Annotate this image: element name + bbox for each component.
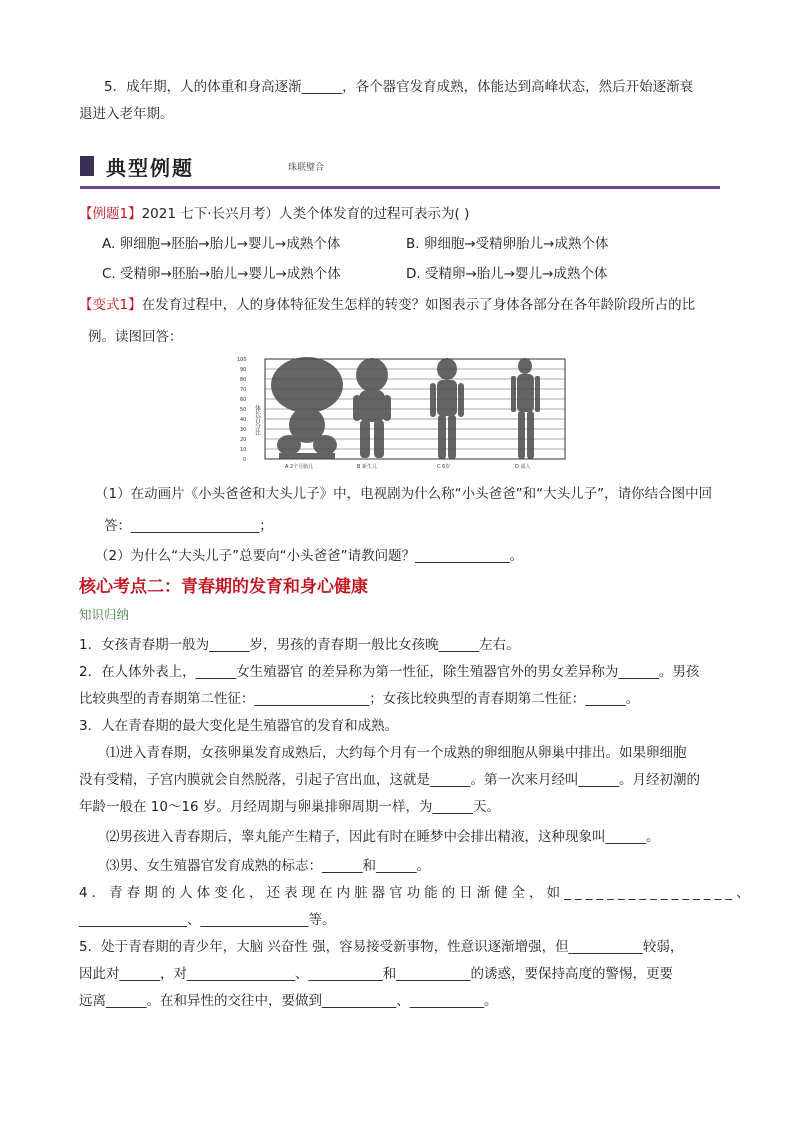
core-item-5c: 远离______。在和异性的交往中，要做到___________、___________。 <box>79 993 498 1009</box>
core-subhead: 知识归纳 <box>79 607 130 622</box>
figure-fetus <box>271 357 343 459</box>
section-tag: 珠联璧合 <box>288 163 325 173</box>
example1-option-a: A. 卵细胞→胚胎→胎儿→婴儿→成熟个体 <box>102 236 341 252</box>
figure-caption-b: B 新生儿 <box>357 464 378 470</box>
example1-stem-text: 2021 七下·长兴月考）人类个体发育的过程可表示为( ) <box>141 206 470 222</box>
section-divider <box>80 186 720 189</box>
core-item-5b: 因此对______，对________________、___________和___________的诱惑，要保持高度的警惕，更要 <box>79 966 673 982</box>
core-item-2a: 2．在人体外表上，______女生殖器官 的差异称为第一性征，除生殖器官外的男女差异称为______。男孩 <box>79 664 700 680</box>
y-tick: 40 <box>240 417 247 423</box>
core-item-3: 3．人在青春期的最大变化是生殖器官的发育和成熟。 <box>79 718 399 734</box>
y-tick: 80 <box>240 377 247 383</box>
core-item-3-1c: 年龄一般在 10～16 岁。月经周期与卵巢排卵周期一样，为______天。 <box>79 799 500 815</box>
intro-q5-line2: 退进入老年期。 <box>79 106 174 122</box>
core-item-3-1b: 没有受精，子宫内膜就会自然脱落，引起子宫出血，这就是______。第一次来月经叫______。月经初潮的 <box>79 772 700 788</box>
core-heading: 核心考点二：青春期的发育和身心健康 <box>79 577 368 597</box>
example1-option-c: C. 受精卵→胚胎→胎儿→婴儿→成熟个体 <box>102 266 341 282</box>
y-tick: 60 <box>240 397 247 403</box>
y-tick: 0 <box>243 457 247 463</box>
variant1-q1-line2: 答：___________________； <box>104 518 273 534</box>
figure-caption-d: D 成人 <box>515 464 531 470</box>
figure-caption-c: C 6岁 <box>437 464 451 470</box>
y-tick: 20 <box>240 437 247 443</box>
figure-adult <box>511 358 540 459</box>
section-title: 典型例题 <box>106 156 194 180</box>
intro-q5-line1: 5．成年期，人的体重和身高逐渐______，各个器官发育成熟，体能达到高峰状态，然后开始逐渐衰 <box>104 79 694 95</box>
variant1-line1 <box>79 296 695 314</box>
core-item-4b: ________________、________________等。 <box>79 912 336 928</box>
variant1-text: 在发育过程中，人的身体特征发生怎样的转变？如图表示了身体各部分在各年龄阶段所占的比 <box>141 297 696 313</box>
y-axis-label: 体长百分比 <box>253 405 261 435</box>
core-item-4a: 4．青春期的人体变化，还表现在内脏器官功能的日渐健全，如________________、 <box>79 885 754 901</box>
core-item-3-1a: ⑴进入青春期，女孩卵巢发育成熟后，大约每个月有一个成熟的卵细胞从卵巢中排出。如果卵细胞 <box>106 745 687 761</box>
example1-label: 【例题1】 <box>79 206 142 222</box>
variant1-line2: 例。读图回答： <box>88 329 183 345</box>
book-icon <box>80 156 94 176</box>
example1-option-d: D. 受精卵→胎儿→婴儿→成熟个体 <box>406 266 608 282</box>
figure-caption-a: A 2个月胎儿 <box>285 464 314 470</box>
figure-newborn <box>353 358 391 458</box>
body-proportion-figure <box>237 355 567 473</box>
example1-option-b: B. 卵细胞→受精卵胎儿→成熟个体 <box>406 236 609 252</box>
y-tick: 100 <box>237 357 247 363</box>
core-item-3-2: ⑵男孩进入青春期后，睾丸能产生精子，因此有时在睡梦中会排出精液，这种现象叫______。 <box>106 829 660 845</box>
variant1-q2: （2）为什么“大头儿子”总要向“小头爸爸”请教问题？______________。 <box>95 548 524 564</box>
y-tick: 50 <box>240 407 247 413</box>
section-header <box>80 150 720 190</box>
y-tick: 90 <box>240 367 247 373</box>
variant1-label: 【变式1】 <box>79 297 142 313</box>
y-tick: 70 <box>240 387 247 393</box>
figure-child <box>430 358 464 459</box>
core-item-5a: 5．处于青春期的青少年，大脑 兴奋性 强，容易接受新事物，性意识逐渐增强，但___________较弱， <box>79 939 684 955</box>
variant1-q1-line1: （1）在动画片《小头爸爸和大头儿子》中，电视剧为什么称“小头爸爸”和“大头儿子”，请你结合图中回 <box>95 486 713 502</box>
y-tick: 10 <box>240 447 247 453</box>
body-proportion-illustration <box>237 355 567 473</box>
example1-stem <box>79 205 469 223</box>
y-tick: 30 <box>240 427 247 433</box>
core-item-1: 1．女孩青春期一般为______岁，男孩的青春期一般比女孩晚______左右。 <box>79 637 520 653</box>
core-item-2b: 比较典型的青春期第二性征：_________________；女孩比较典型的青春期第二性征：______。 <box>79 691 640 707</box>
core-item-3-3: ⑶男、女生殖器官发育成熟的标志：______和______。 <box>106 858 430 874</box>
